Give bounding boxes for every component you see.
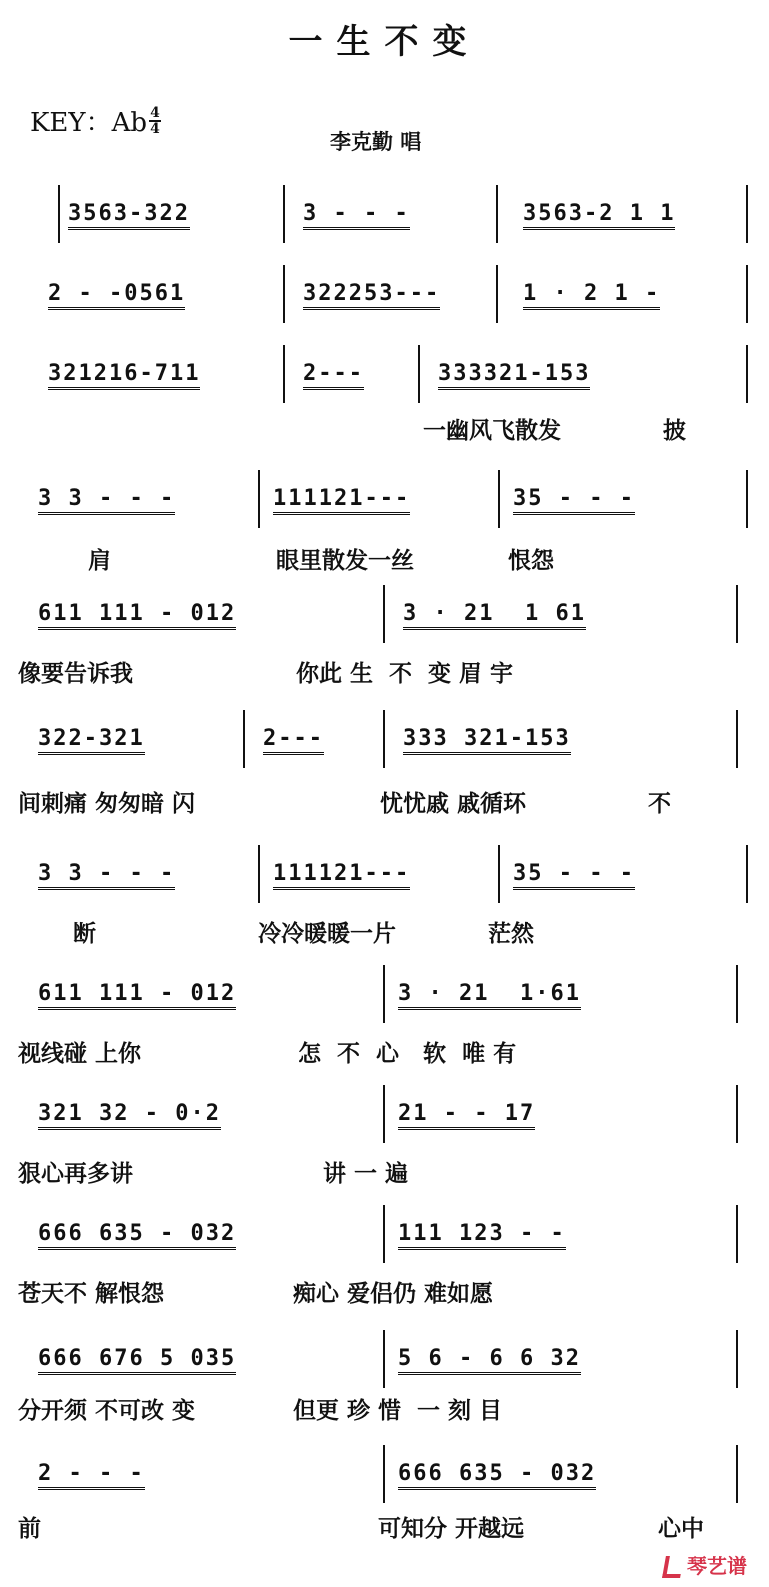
measure <box>38 1455 378 1495</box>
staff-row <box>18 195 746 235</box>
measure-notes: 111121--- <box>273 486 410 515</box>
measure-notes: 611 111 - 012 <box>38 981 236 1010</box>
lyric-text: 披 <box>663 418 686 444</box>
staff-row <box>18 720 746 760</box>
lyric-line <box>18 1392 746 1428</box>
bar-line <box>736 1085 738 1143</box>
key-signature <box>30 102 161 139</box>
lyric-line <box>18 1155 746 1191</box>
lyric-line <box>18 542 746 578</box>
staff-row <box>18 975 746 1015</box>
measure <box>398 1455 728 1495</box>
bar-line <box>496 185 498 243</box>
key-label: KEY：Ab <box>30 108 147 138</box>
lyric-line <box>18 1035 746 1071</box>
lyric-text: 可知分 开越远 <box>378 1516 525 1542</box>
bar-line <box>58 185 60 243</box>
singer-credit: 李克勤 唱 <box>330 130 422 154</box>
lyric-text: 你此 生 不 变 眉 宇 <box>296 661 514 687</box>
measure-notes: 3 · 21 1·61 <box>398 981 581 1010</box>
song-title: 一生不变 <box>288 22 481 62</box>
bar-line <box>736 1205 738 1263</box>
measure-notes: 322-321 <box>38 726 145 755</box>
bar-line <box>383 1445 385 1503</box>
bar-line <box>736 710 738 768</box>
measure <box>303 195 483 235</box>
staff-row <box>18 1095 746 1135</box>
measure <box>48 355 278 395</box>
lyric-line <box>18 785 746 821</box>
lyric-text: 心中 <box>658 1516 704 1542</box>
staff-row <box>18 355 746 395</box>
measure-notes: 3 · 21 1 61 <box>403 601 586 630</box>
measure-notes: 3 3 - - - <box>38 486 175 515</box>
measure <box>48 275 268 315</box>
bar-line <box>258 470 260 528</box>
lyric-text: 肩 <box>88 548 111 574</box>
bar-line <box>746 185 748 243</box>
measure <box>38 720 238 760</box>
time-numerator: 4 <box>150 104 160 121</box>
measure-notes: 3563-2 1 1 <box>523 201 675 230</box>
staff-row <box>18 275 746 315</box>
measure-notes: 2--- <box>303 361 364 390</box>
measure <box>273 480 493 520</box>
measure <box>273 855 493 895</box>
measure <box>438 355 738 395</box>
watermark-text: 琴艺谱 <box>687 1554 747 1578</box>
lyric-text: 前 <box>18 1516 41 1542</box>
measure-notes: 1 · 2 1 - <box>523 281 660 310</box>
measure <box>38 480 258 520</box>
measure <box>263 720 373 760</box>
bar-line <box>736 1330 738 1388</box>
bar-line <box>418 345 420 403</box>
measure <box>398 1095 728 1135</box>
lyric-text: 讲 一 遍 <box>323 1161 409 1187</box>
bar-line <box>283 265 285 323</box>
measure <box>38 1215 378 1255</box>
time-denominator: 4 <box>150 120 160 137</box>
bar-line <box>383 1205 385 1263</box>
bar-line <box>736 965 738 1023</box>
bar-line <box>736 1445 738 1503</box>
bar-line <box>746 470 748 528</box>
measure-notes: 2 - -0561 <box>48 281 185 310</box>
measure-notes: 3 - - - <box>303 201 410 230</box>
bar-line <box>746 845 748 903</box>
measure-notes: 35 - - - <box>513 861 635 890</box>
lyric-text: 忧忧戚 戚循环 <box>380 791 527 817</box>
measure-notes: 666 635 - 032 <box>398 1461 596 1490</box>
measure <box>403 595 733 635</box>
staff-row <box>18 1455 746 1495</box>
bar-line <box>736 585 738 643</box>
watermark <box>661 1550 747 1579</box>
measure <box>523 195 743 235</box>
measure-notes: 35 - - - <box>513 486 635 515</box>
measure-notes: 2--- <box>263 726 324 755</box>
measure-notes: 111121--- <box>273 861 410 890</box>
lyric-text: 恨怨 <box>508 548 554 574</box>
measure-notes: 333 321-153 <box>403 726 571 755</box>
lyric-text: 视线碰 上你 <box>18 1041 142 1067</box>
bar-line <box>283 345 285 403</box>
measure <box>513 480 733 520</box>
bar-line <box>258 845 260 903</box>
time-signature <box>149 106 161 136</box>
staff-row <box>18 1340 746 1380</box>
lyric-text: 怎 不 心 软 唯 有 <box>298 1041 517 1067</box>
lyric-line <box>18 915 746 951</box>
measure-notes: 321 32 - 0·2 <box>38 1101 221 1130</box>
lyric-text: 冷冷暖暖一片 <box>258 921 396 947</box>
staff-row <box>18 855 746 895</box>
lyric-text: 狠心再多讲 <box>18 1161 133 1187</box>
measure-notes: 321216-711 <box>48 361 200 390</box>
bar-line <box>383 585 385 643</box>
measure <box>38 975 378 1015</box>
logo-icon <box>661 1554 683 1576</box>
lyric-line <box>18 1510 746 1546</box>
bar-line <box>498 470 500 528</box>
measure <box>513 855 733 895</box>
lyric-text: 断 <box>73 921 96 947</box>
measure <box>303 275 483 315</box>
lyric-text: 间刺痛 匆匆暗 闪 <box>18 791 196 817</box>
measure <box>398 1215 728 1255</box>
bar-line <box>496 265 498 323</box>
measure-notes: 111 123 - - <box>398 1221 566 1250</box>
measure-notes: 2 - - - <box>38 1461 145 1490</box>
lyric-text: 茫然 <box>488 921 534 947</box>
measure <box>523 275 743 315</box>
measure <box>38 855 258 895</box>
lyric-text: 苍天不 解恨怨 <box>18 1281 165 1307</box>
measure-notes: 21 - - 17 <box>398 1101 535 1130</box>
measure <box>68 195 278 235</box>
lyric-text: 不 <box>648 791 671 817</box>
bar-line <box>383 965 385 1023</box>
lyric-text: 像要告诉我 <box>18 661 133 687</box>
measure <box>398 975 728 1015</box>
bar-line <box>383 710 385 768</box>
measure-notes: 666 676 5 035 <box>38 1346 236 1375</box>
bar-line <box>283 185 285 243</box>
measure-notes: 3 3 - - - <box>38 861 175 890</box>
bar-line <box>746 345 748 403</box>
lyric-line <box>18 412 746 448</box>
bar-line <box>746 265 748 323</box>
measure <box>38 1095 378 1135</box>
measure <box>38 595 378 635</box>
measure-notes: 322253--- <box>303 281 440 310</box>
staff-row <box>18 1215 746 1255</box>
lyric-line <box>18 1275 746 1311</box>
lyric-text: 分开须 不可改 变 <box>18 1398 196 1424</box>
measure <box>398 1340 728 1380</box>
bar-line <box>383 1085 385 1143</box>
lyric-text: 痴心 爱侣仍 难如愿 <box>293 1281 494 1307</box>
bar-line <box>383 1330 385 1388</box>
lyric-text: 但更 珍 惜 一 刻 目 <box>293 1398 503 1424</box>
measure <box>403 720 733 760</box>
lyric-text: 眼里散发一丝 <box>276 548 414 574</box>
bar-line <box>243 710 245 768</box>
staff-row <box>18 480 746 520</box>
bar-line <box>498 845 500 903</box>
lyric-line <box>18 655 746 691</box>
measure <box>38 1340 378 1380</box>
staff-row <box>18 595 746 635</box>
measure-notes: 5 6 - 6 6 32 <box>398 1346 581 1375</box>
measure <box>303 355 413 395</box>
lyric-text: 一幽风飞散发 <box>423 418 561 444</box>
measure-notes: 611 111 - 012 <box>38 601 236 630</box>
measure-notes: 333321-153 <box>438 361 590 390</box>
measure-notes: 666 635 - 032 <box>38 1221 236 1250</box>
measure-notes: 3563-322 <box>68 201 190 230</box>
